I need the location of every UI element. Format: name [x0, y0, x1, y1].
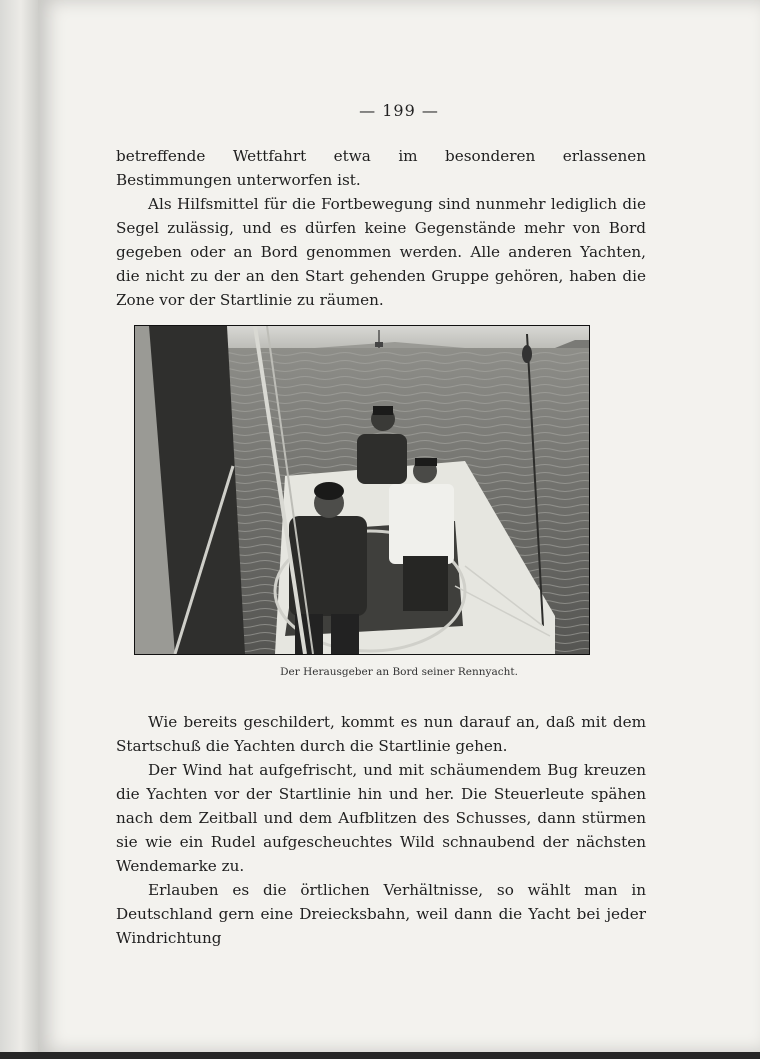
- text-block-top: [116, 144, 646, 312]
- paragraph: betreffende Wettfahrt etwa im besonderen erlassenen Bestimmungen unterworfen ist.: [116, 147, 646, 189]
- yacht-photograph: [134, 325, 590, 655]
- paragraph: Wie bereits geschildert, kommt es nun darauf an, daß mit dem Startschuß die Yachten durch die Startlinie gehen.: [116, 713, 646, 755]
- paragraph: Erlauben es die örtlichen Verhältnisse, so wählt man in Deutschland gern eine Dreiecksbahn, weil dann die Yacht bei jeder Windrichtung: [116, 881, 646, 947]
- page-number: — 199 —: [359, 101, 439, 120]
- page-bottom-edge: [0, 1052, 760, 1059]
- figure-caption: Der Herausgeber an Bord seiner Rennyacht.: [280, 666, 518, 678]
- book-spine-edge: [0, 0, 38, 1059]
- paragraph: Der Wind hat aufgefrischt, und mit schäumendem Bug kreuzen die Yachten vor der Startlinie hin und her. Die Steuerleute spähen nach dem Zeitball und dem Aufblitzen des Schusses, dann stürmen sie wie ein Rudel aufgescheuchtes Wild schnaubend der nächsten Wendemarke zu.: [116, 761, 646, 875]
- book-page: [38, 0, 760, 1052]
- paragraph: Als Hilfsmittel für die Fortbewegung sind nunmehr lediglich die Segel zulässig, und es dürfen keine Gegenstände mehr von Bord gegeben oder an Bord genommen werden. Alle anderen Yachten, die nicht zu der an den Start gehenden Gruppe gehören, haben die Zone vor der Startlinie zu räumen.: [116, 195, 646, 309]
- text-block-bottom: [116, 710, 646, 950]
